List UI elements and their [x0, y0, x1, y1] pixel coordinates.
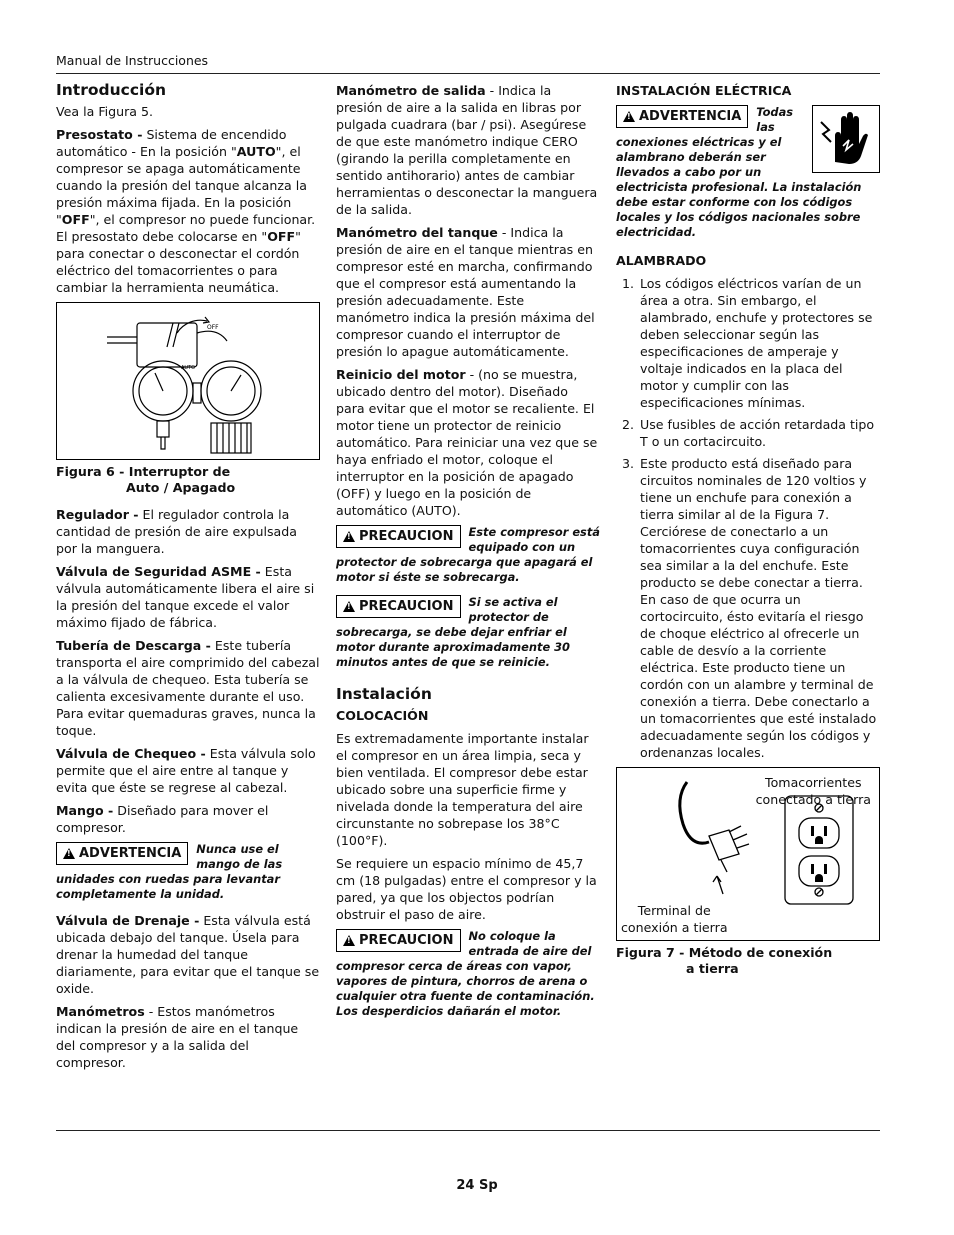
fig6-auto-label: AUTO	[181, 365, 196, 371]
pressure-switch-illustration	[57, 303, 319, 459]
manometros-para: Manómetros - Estos manómetros indican la presión de aire en el tanque del compresor y a la salida del compresor.	[56, 1004, 299, 1070]
footer-rule	[56, 1130, 880, 1131]
instalacion-heading: Instalación	[336, 685, 432, 703]
warning-triangle-icon	[343, 531, 355, 542]
caution-cooldown: ! PRECAUCION Si se activa el protector de sobrecarga, se debe dejar enfriar el motor durante aproximadamente 30 minutos antes de que se reinicie.	[336, 595, 600, 670]
colocacion-para-1: Es extremadamente importante instalar el compresor en un área limpia, seca y bien ventilada. El compresor debe estar ubicado sobre una superficie firme y nivelada donde la temperatura del aire circunstante no sobrepase los 38°C (100°F).	[336, 731, 589, 848]
alambrado-heading: ALAMBRADO	[616, 253, 707, 268]
ground-terminal-label: Terminal de conexión a tierra	[621, 903, 728, 935]
figure-7-caption: Figura 7 - Método de conexión a tierra	[616, 945, 833, 976]
page-number: 24 Sp	[456, 1178, 498, 1193]
precaucion-badge: ! PRECAUCION	[336, 525, 461, 548]
warning-handle: ! ADVERTENCIA Nunca use el mango de las unidades con ruedas para levantar completamente la unidad.	[56, 842, 320, 902]
presostato-para: Presostato - Sistema de encendido automático - En la posición "AUTO", el compresor se apaga automáticamente cuando la presión del tanque alcanza la presión máxima fijada. En la posición "OFF", el compresor no puede funcionar. El presostato debe colocarse en "OFF" para conectar o desconectar el cordón eléctrico del tomacorrientes o para cambiar la herramienta neumática.	[56, 127, 316, 295]
mango-para: Mango - Diseñado para mover el compresor.	[56, 803, 269, 835]
header-rule	[56, 73, 880, 74]
figure-6-switch	[56, 302, 320, 460]
intro-heading: Introducción	[56, 81, 167, 99]
figure-6-caption: Figura 6 - Interruptor de Auto / Apagado	[56, 464, 236, 495]
salida-para: Manómetro de salida - Indica la presión de aire a la salida en libras por pulgada cuadrara (bar / psi). Asegúrese de que este manómetro indique CERO (girando la perilla completamente en sentido antihorario) antes de cambiar herramientas o desconectar la manguera de la salida.	[336, 83, 598, 217]
precaucion-badge: ! PRECAUCION	[336, 929, 461, 952]
see-figure: Vea la Figura 5.	[56, 104, 154, 119]
reinicio-para: Reinicio del motor - (no se muestra, ubicado dentro del motor). Diseñado para evitar que el motor se recaliente. El motor tiene un protector de reinicio automático. Para reiniciar una vez que se haya enfriado el motor, coloque el interruptor en la posición de apagado (OFF) y luego en la posición de automático (AUTO).	[336, 367, 598, 518]
column-3	[616, 82, 880, 977]
regulador-para: Regulador - El regulador controla la cantidad de presión de aire expulsada por la manguera.	[56, 507, 297, 556]
chequeo-para: Válvula de Chequeo - Esta válvula solo permite que el aire entre al tanque y evita que éste se regrese al cabezal.	[56, 746, 316, 795]
precaucion-badge: ! PRECAUCION	[336, 595, 461, 618]
list-item: 3. Este producto está diseñado para circuitos nominales de 120 voltios y tiene un enchufe para conexión a tierra similar al de la Figura 7. Cerciórese de conectarlo a un tomacorrientes cuya configuración sea similar a la del enchufe. Este producto se debe conectar a tierra. En caso de que ocurra un cortocircuito, ésto evitaría el riesgo de choque eléctrico al ofrecerle un cable de desvío a la corriente eléctrica. Este producto tiene un cordón con un alambre y terminal de conexión a tierra. Debe conectarlo a un tomacorrientes que esté instalado adecuadamente según los códigos y ordenanzas locales.	[638, 455, 880, 761]
header-title: Manual de Instrucciones	[56, 53, 209, 68]
caution-overload: ! PRECAUCION Este compresor está equipado con un protector de sobrecarga que apagará el motor si éste se sobrecarga.	[336, 525, 600, 585]
drenaje-para: Válvula de Drenaje - Esta válvula está ubicada debajo del tanque. Úsela para drenar la humedad del tanque diariamente, para evitar que el tanque se oxide.	[56, 913, 320, 996]
column-1	[56, 82, 320, 1077]
wiring-list	[616, 275, 880, 761]
warning-triangle-icon	[63, 848, 75, 859]
colocacion-subheading: COLOCACIÓN	[336, 708, 429, 723]
advertencia-badge: ! ADVERTENCIA	[616, 105, 748, 128]
colocacion-para-2: Se requiere un espacio mínimo de 45,7 cm (18 pulgadas) entre el compresor y la pared, ya que los objectos podrían obstruir el paso de aire.	[336, 856, 597, 922]
electric-shock-hand-icon	[812, 105, 880, 173]
warning-triangle-icon	[623, 111, 635, 122]
figure-7-grounding	[616, 767, 880, 941]
instalacion-electrica-heading: INSTALACIÓN ELÉCTRICA	[616, 83, 792, 98]
tanque-para: Manómetro del tanque - Indica la presión de aire en el tanque mientras en compresor esté en marcha, confirmando que el compresor está aumentando la presión adecuadamente. Este manómetro indica la presión máxima del compresor cuando el interruptor de presión lo apague automáticamente.	[336, 225, 595, 359]
tuberia-para: Tubería de Descarga - Este tubería transporta el aire comprimido del cabezal a la válvula de chequeo. Esta tubería se calienta excesivamente durante el uso. Para evitar quemaduras graves, nunca la toque.	[56, 638, 320, 738]
column-2	[336, 82, 600, 1029]
advertencia-badge: ! ADVERTENCIA	[56, 842, 188, 865]
warning-electrical: ! ADVERTENCIA Todas las conexiones eléctricas y el alambrano deberán ser llevados a cabo por un electricista profesional. La instalación debe estar conforme con los códigos locales y los códigos nacionales sobre electricidad.	[616, 105, 880, 240]
valvula-seguridad-para: Válvula de Seguridad ASME - Esta válvula automáticamente libera el aire si la presión del tanque excede el valor máximo fijado de fábrica.	[56, 564, 315, 630]
warning-triangle-icon	[343, 601, 355, 612]
outlet-label: Tomacorrientes conectado a tierra	[755, 775, 871, 807]
fig6-off-label: OFF	[207, 324, 219, 331]
list-item: 2. Use fusibles de acción retardada tipo T o un cortacircuito.	[638, 416, 880, 450]
list-item: 1. Los códigos eléctricos varían de un área a otra. Sin embargo, el alambrado, enchufe y protectores se deben seleccionar según las especificaciones de amperaje y voltaje indicados en la placa del motor y cumplir con las especificaciones mínimas.	[638, 275, 880, 411]
grounding-illustration	[617, 768, 879, 940]
caution-air-intake: ! PRECAUCION No coloque la entrada de aire del compresor cerca de áreas con vapor, vapores de pintura, chorros de arena o cualquier otra fuente de contaminación. Los desperdicios dañarán el motor.	[336, 929, 600, 1019]
warning-triangle-icon	[343, 935, 355, 946]
